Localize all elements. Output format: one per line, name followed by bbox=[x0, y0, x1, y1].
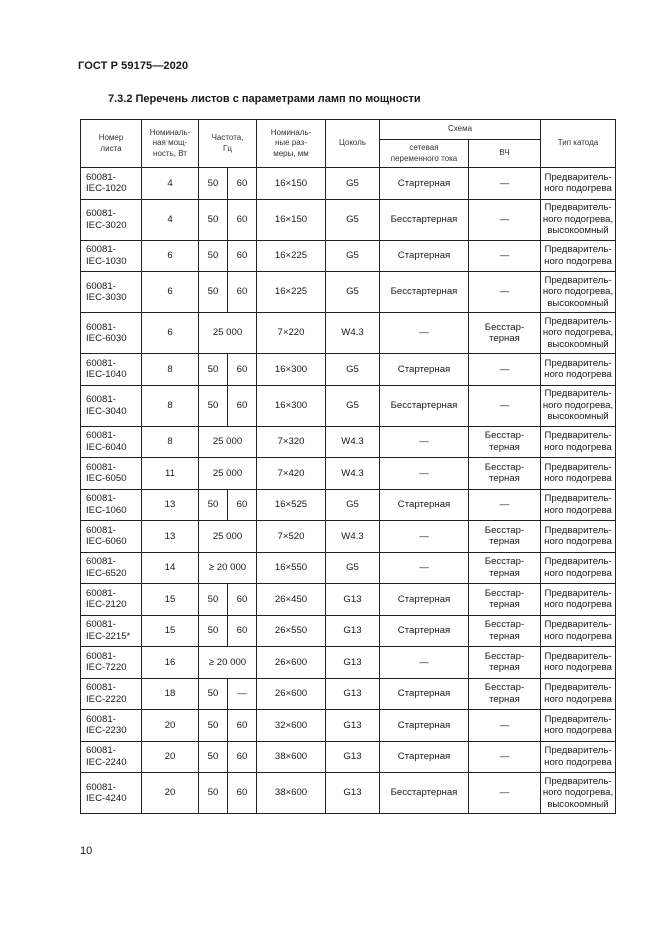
cell-base: G5 bbox=[326, 354, 380, 386]
cell-sheet-number: 60081- IEC-6520 bbox=[81, 552, 142, 584]
cell-scheme-hf: Бесстар- терная bbox=[469, 615, 541, 647]
cell-power: 20 bbox=[142, 773, 199, 814]
table-row bbox=[81, 647, 616, 679]
cell-cathode-type: Предваритель- ного подогрева bbox=[541, 354, 616, 386]
cell-dimensions: 7×420 bbox=[257, 458, 326, 490]
cell-base: G5 bbox=[326, 199, 380, 240]
table-row bbox=[81, 168, 616, 200]
cell-scheme-mains: — bbox=[380, 458, 469, 490]
cell-dimensions: 16×550 bbox=[257, 552, 326, 584]
cell-scheme-hf: — bbox=[469, 168, 541, 200]
cell-base: G5 bbox=[326, 168, 380, 200]
section-title: 7.3.2 Перечень листов с параметрами ламп по мощности bbox=[108, 93, 421, 105]
cell-frequency-2: 60 bbox=[228, 741, 257, 773]
cell-sheet-number: 60081- IEC-1020 bbox=[81, 168, 142, 200]
cell-scheme-hf: — bbox=[469, 240, 541, 272]
cell-dimensions: 16×525 bbox=[257, 489, 326, 521]
cell-cathode-type: Предваритель- ного подогрева, высокоомный bbox=[541, 199, 616, 240]
cell-power: 6 bbox=[142, 272, 199, 313]
header-base: Цоколь bbox=[326, 120, 380, 168]
cell-scheme-hf: Бесстар- терная bbox=[469, 552, 541, 584]
cell-scheme-mains: Стартерная bbox=[380, 584, 469, 616]
header-sheet-number: Номер листа bbox=[81, 120, 142, 168]
table-row bbox=[81, 199, 616, 240]
cell-dimensions: 16×300 bbox=[257, 385, 326, 426]
header-scheme: Схема bbox=[380, 120, 541, 140]
cell-dimensions: 7×320 bbox=[257, 426, 326, 458]
cell-scheme-mains: Бесстартерная bbox=[380, 199, 469, 240]
cell-scheme-hf: — bbox=[469, 272, 541, 313]
cell-base: G13 bbox=[326, 647, 380, 679]
cell-dimensions: 26×600 bbox=[257, 678, 326, 710]
cell-power: 20 bbox=[142, 741, 199, 773]
cell-frequency-2: 60 bbox=[228, 710, 257, 742]
cell-scheme-mains: — bbox=[380, 552, 469, 584]
cell-base: W4.3 bbox=[326, 426, 380, 458]
cell-frequency-2: 60 bbox=[228, 240, 257, 272]
cell-power: 15 bbox=[142, 615, 199, 647]
cell-power: 20 bbox=[142, 710, 199, 742]
table-row bbox=[81, 584, 616, 616]
cell-scheme-mains: Стартерная bbox=[380, 615, 469, 647]
table-row bbox=[81, 240, 616, 272]
cell-frequency-1: 50 bbox=[199, 741, 228, 773]
cell-power: 6 bbox=[142, 240, 199, 272]
cell-frequency-1: 50 bbox=[199, 199, 228, 240]
cell-scheme-hf: — bbox=[469, 710, 541, 742]
cell-scheme-hf: — bbox=[469, 741, 541, 773]
cell-power: 4 bbox=[142, 168, 199, 200]
cell-sheet-number: 60081- IEC-6060 bbox=[81, 521, 142, 553]
cell-cathode-type: Предваритель- ного подогрева bbox=[541, 240, 616, 272]
cell-scheme-mains: — bbox=[380, 426, 469, 458]
cell-frequency: 25 000 bbox=[199, 458, 257, 490]
cell-dimensions: 26×600 bbox=[257, 647, 326, 679]
cell-dimensions: 16×150 bbox=[257, 199, 326, 240]
cell-sheet-number: 60081- IEC-1060 bbox=[81, 489, 142, 521]
cell-frequency-2: 60 bbox=[228, 584, 257, 616]
cell-scheme-mains: — bbox=[380, 313, 469, 354]
lamp-parameters-table bbox=[80, 119, 616, 814]
cell-frequency-1: 50 bbox=[199, 489, 228, 521]
cell-sheet-number: 60081- IEC-7220 bbox=[81, 647, 142, 679]
table-row bbox=[81, 741, 616, 773]
cell-scheme-hf: Бесстар- терная bbox=[469, 458, 541, 490]
cell-frequency: ≥ 20 000 bbox=[199, 552, 257, 584]
table-row bbox=[81, 426, 616, 458]
header-cathode-type: Тип катода bbox=[541, 120, 616, 168]
cell-scheme-hf: Бесстар- терная bbox=[469, 647, 541, 679]
cell-base: G5 bbox=[326, 272, 380, 313]
table-row bbox=[81, 521, 616, 553]
cell-power: 18 bbox=[142, 678, 199, 710]
table-row bbox=[81, 552, 616, 584]
cell-power: 8 bbox=[142, 385, 199, 426]
cell-sheet-number: 60081- IEC-6050 bbox=[81, 458, 142, 490]
cell-sheet-number: 60081- IEC-6030 bbox=[81, 313, 142, 354]
cell-dimensions: 16×225 bbox=[257, 272, 326, 313]
cell-sheet-number: 60081- IEC-2215* bbox=[81, 615, 142, 647]
cell-scheme-mains: — bbox=[380, 647, 469, 679]
cell-frequency-2: 60 bbox=[228, 615, 257, 647]
cell-base: G5 bbox=[326, 489, 380, 521]
cell-base: G13 bbox=[326, 741, 380, 773]
cell-scheme-mains: Стартерная bbox=[380, 354, 469, 386]
cell-frequency-1: 50 bbox=[199, 678, 228, 710]
header-rated-power: Номиналь- ная мощ- ность, Вт bbox=[142, 120, 199, 168]
cell-base: G5 bbox=[326, 240, 380, 272]
cell-base: G13 bbox=[326, 710, 380, 742]
cell-base: G5 bbox=[326, 385, 380, 426]
cell-power: 8 bbox=[142, 426, 199, 458]
cell-scheme-hf: Бесстар- терная bbox=[469, 313, 541, 354]
cell-scheme-mains: Бесстартерная bbox=[380, 773, 469, 814]
cell-scheme-mains: Бесстартерная bbox=[380, 385, 469, 426]
cell-scheme-hf: — bbox=[469, 385, 541, 426]
cell-dimensions: 32×600 bbox=[257, 710, 326, 742]
cell-scheme-mains: Бесстартерная bbox=[380, 272, 469, 313]
cell-cathode-type: Предваритель- ного подогрева bbox=[541, 584, 616, 616]
standard-designation: ГОСТ Р 59175—2020 bbox=[78, 60, 189, 72]
cell-power: 15 bbox=[142, 584, 199, 616]
table-row bbox=[81, 354, 616, 386]
cell-dimensions: 38×600 bbox=[257, 741, 326, 773]
cell-cathode-type: Предваритель- ного подогрева bbox=[541, 168, 616, 200]
cell-frequency-1: 50 bbox=[199, 773, 228, 814]
cell-frequency-2: 60 bbox=[228, 354, 257, 386]
header-scheme-hf: ВЧ bbox=[469, 140, 541, 168]
cell-dimensions: 7×520 bbox=[257, 521, 326, 553]
cell-frequency: 25 000 bbox=[199, 521, 257, 553]
cell-frequency-2: 60 bbox=[228, 773, 257, 814]
cell-frequency-1: 50 bbox=[199, 168, 228, 200]
cell-frequency-2: 60 bbox=[228, 272, 257, 313]
cell-frequency-1: 50 bbox=[199, 272, 228, 313]
header-frequency: Частота, Гц bbox=[199, 120, 257, 168]
cell-scheme-hf: Бесстар- терная bbox=[469, 521, 541, 553]
cell-cathode-type: Предваритель- ного подогрева bbox=[541, 426, 616, 458]
cell-scheme-hf: — bbox=[469, 489, 541, 521]
cell-sheet-number: 60081- IEC-3020 bbox=[81, 199, 142, 240]
cell-power: 16 bbox=[142, 647, 199, 679]
cell-scheme-hf: — bbox=[469, 773, 541, 814]
cell-cathode-type: Предваритель- ного подогрева bbox=[541, 647, 616, 679]
cell-power: 4 bbox=[142, 199, 199, 240]
cell-base: G5 bbox=[326, 552, 380, 584]
cell-sheet-number: 60081- IEC-1040 bbox=[81, 354, 142, 386]
cell-cathode-type: Предваритель- ного подогрева bbox=[541, 678, 616, 710]
page-number: 10 bbox=[80, 845, 93, 857]
cell-sheet-number: 60081- IEC-2240 bbox=[81, 741, 142, 773]
cell-power: 13 bbox=[142, 489, 199, 521]
table-row bbox=[81, 385, 616, 426]
cell-cathode-type: Предваритель- ного подогрева bbox=[541, 615, 616, 647]
cell-dimensions: 38×600 bbox=[257, 773, 326, 814]
cell-cathode-type: Предваритель- ного подогрева, высокоомный bbox=[541, 773, 616, 814]
cell-frequency: 25 000 bbox=[199, 426, 257, 458]
header-scheme-mains-ac: сетевая переменного тока bbox=[380, 140, 469, 168]
cell-base: G13 bbox=[326, 678, 380, 710]
cell-power: 6 bbox=[142, 313, 199, 354]
cell-dimensions: 26×450 bbox=[257, 584, 326, 616]
cell-frequency-2: — bbox=[228, 678, 257, 710]
cell-frequency-2: 60 bbox=[228, 385, 257, 426]
table-row bbox=[81, 615, 616, 647]
cell-scheme-hf: Бесстар- терная bbox=[469, 584, 541, 616]
cell-dimensions: 16×300 bbox=[257, 354, 326, 386]
cell-frequency-2: 60 bbox=[228, 168, 257, 200]
cell-scheme-mains: Стартерная bbox=[380, 678, 469, 710]
table-row bbox=[81, 489, 616, 521]
cell-cathode-type: Предваритель- ного подогрева bbox=[541, 458, 616, 490]
cell-scheme-hf: Бесстар- терная bbox=[469, 426, 541, 458]
cell-dimensions: 16×225 bbox=[257, 240, 326, 272]
cell-power: 14 bbox=[142, 552, 199, 584]
table-row bbox=[81, 773, 616, 814]
table-row bbox=[81, 678, 616, 710]
cell-cathode-type: Предваритель- ного подогрева bbox=[541, 710, 616, 742]
cell-frequency-2: 60 bbox=[228, 199, 257, 240]
cell-base: W4.3 bbox=[326, 521, 380, 553]
cell-scheme-mains: Стартерная bbox=[380, 240, 469, 272]
cell-frequency-1: 50 bbox=[199, 240, 228, 272]
cell-cathode-type: Предваритель- ного подогрева bbox=[541, 489, 616, 521]
cell-sheet-number: 60081- IEC-2120 bbox=[81, 584, 142, 616]
cell-frequency-1: 50 bbox=[199, 584, 228, 616]
cell-sheet-number: 60081- IEC-6040 bbox=[81, 426, 142, 458]
cell-sheet-number: 60081- IEC-2220 bbox=[81, 678, 142, 710]
cell-sheet-number: 60081- IEC-1030 bbox=[81, 240, 142, 272]
cell-frequency-1: 50 bbox=[199, 385, 228, 426]
cell-base: G13 bbox=[326, 584, 380, 616]
cell-dimensions: 26×550 bbox=[257, 615, 326, 647]
cell-scheme-mains: Стартерная bbox=[380, 489, 469, 521]
cell-frequency-1: 50 bbox=[199, 710, 228, 742]
cell-power: 11 bbox=[142, 458, 199, 490]
cell-power: 13 bbox=[142, 521, 199, 553]
cell-scheme-mains: — bbox=[380, 521, 469, 553]
table-row bbox=[81, 710, 616, 742]
table-row bbox=[81, 313, 616, 354]
cell-sheet-number: 60081- IEC-2230 bbox=[81, 710, 142, 742]
cell-base: W4.3 bbox=[326, 458, 380, 490]
cell-scheme-hf: — bbox=[469, 199, 541, 240]
cell-scheme-mains: Стартерная bbox=[380, 741, 469, 773]
cell-cathode-type: Предваритель- ного подогрева bbox=[541, 741, 616, 773]
cell-sheet-number: 60081- IEC-4240 bbox=[81, 773, 142, 814]
cell-scheme-hf: — bbox=[469, 354, 541, 386]
cell-sheet-number: 60081- IEC-3030 bbox=[81, 272, 142, 313]
header-rated-dimensions: Номиналь- ные раз- меры, мм bbox=[257, 120, 326, 168]
cell-cathode-type: Предваритель- ного подогрева bbox=[541, 552, 616, 584]
cell-dimensions: 7×220 bbox=[257, 313, 326, 354]
cell-cathode-type: Предваритель- ного подогрева bbox=[541, 521, 616, 553]
cell-cathode-type: Предваритель- ного подогрева, высокоомный bbox=[541, 272, 616, 313]
cell-scheme-mains: Стартерная bbox=[380, 710, 469, 742]
cell-power: 8 bbox=[142, 354, 199, 386]
cell-base: G13 bbox=[326, 773, 380, 814]
cell-frequency: 25 000 bbox=[199, 313, 257, 354]
cell-dimensions: 16×150 bbox=[257, 168, 326, 200]
table-row bbox=[81, 272, 616, 313]
cell-sheet-number: 60081- IEC-3040 bbox=[81, 385, 142, 426]
cell-base: W4.3 bbox=[326, 313, 380, 354]
cell-frequency: ≥ 20 000 bbox=[199, 647, 257, 679]
cell-cathode-type: Предваритель- ного подогрева, высокоомный bbox=[541, 313, 616, 354]
cell-cathode-type: Предваритель- ного подогрева, высокоомный bbox=[541, 385, 616, 426]
cell-frequency-2: 60 bbox=[228, 489, 257, 521]
cell-frequency-1: 50 bbox=[199, 615, 228, 647]
cell-scheme-hf: Бесстар- терная bbox=[469, 678, 541, 710]
table-row bbox=[81, 458, 616, 490]
cell-scheme-mains: Стартерная bbox=[380, 168, 469, 200]
cell-frequency-1: 50 bbox=[199, 354, 228, 386]
cell-base: G13 bbox=[326, 615, 380, 647]
